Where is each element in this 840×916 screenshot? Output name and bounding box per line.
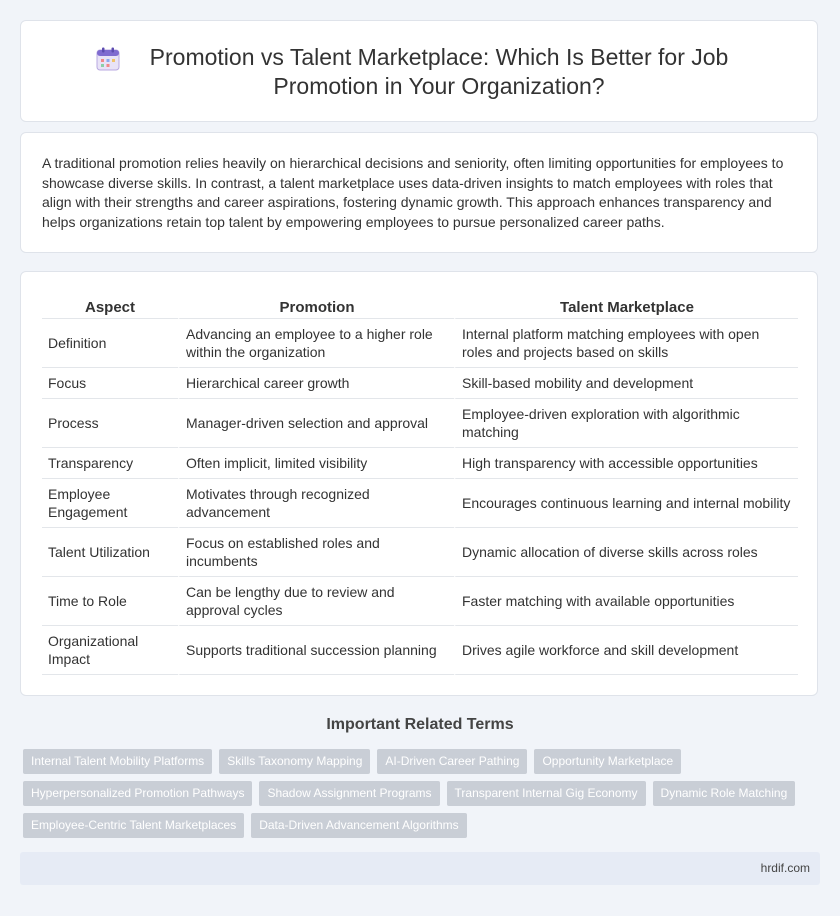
related-term-tag[interactable]: Transparent Internal Gig Economy xyxy=(447,781,646,806)
intro-card xyxy=(20,132,818,253)
table-cell: Employee-driven exploration with algorithmic matching xyxy=(454,399,798,448)
table-row xyxy=(42,479,798,528)
table-cell: Hierarchical career growth xyxy=(178,368,454,399)
table-cell: High transparency with accessible opportunities xyxy=(454,448,798,479)
table-cell: Focus xyxy=(42,368,178,399)
table-row xyxy=(42,319,798,368)
footer-site-link[interactable]: hrdif.com xyxy=(760,861,810,875)
related-term-tag[interactable]: Internal Talent Mobility Platforms xyxy=(23,749,212,774)
related-term-tag[interactable]: Data-Driven Advancement Algorithms xyxy=(251,813,466,838)
page-title: Promotion vs Talent Marketplace: Which Is Better for Job Promotion in Your Organization? xyxy=(149,44,729,99)
comparison-table xyxy=(42,297,798,675)
table-row xyxy=(42,399,798,448)
table-row xyxy=(42,577,798,626)
table-header-row xyxy=(42,297,798,319)
related-terms-list xyxy=(23,749,803,845)
related-term-tag[interactable]: AI-Driven Career Pathing xyxy=(377,749,527,774)
table-cell: Supports traditional succession planning xyxy=(178,626,454,675)
table-cell: Organizational Impact xyxy=(42,626,178,675)
table-cell: Faster matching with available opportunities xyxy=(454,577,798,626)
related-term-tag[interactable]: Dynamic Role Matching xyxy=(653,781,796,806)
table-cell: Encourages continuous learning and internal mobility xyxy=(454,479,798,528)
table-cell: Focus on established roles and incumbents xyxy=(178,528,454,577)
related-terms-heading: Important Related Terms xyxy=(326,716,514,733)
table-cell: Internal platform matching employees with open roles and projects based on skills xyxy=(454,319,798,368)
related-term-tag[interactable]: Hyperpersonalized Promotion Pathways xyxy=(23,781,252,806)
title-card xyxy=(20,20,818,122)
comparison-card xyxy=(20,271,818,696)
table-cell: Manager-driven selection and approval xyxy=(178,399,454,448)
column-header-aspect: Aspect xyxy=(42,297,178,319)
table-cell: Definition xyxy=(42,319,178,368)
table-cell: Can be lengthy due to review and approval cycles xyxy=(178,577,454,626)
table-row xyxy=(42,448,798,479)
table-cell: Motivates through recognized advancement xyxy=(178,479,454,528)
table-cell: Often implicit, limited visibility xyxy=(178,448,454,479)
table-cell: Time to Role xyxy=(42,577,178,626)
table-cell: Transparency xyxy=(42,448,178,479)
table-cell: Process xyxy=(42,399,178,448)
table-cell: Advancing an employee to a higher role within the organization xyxy=(178,319,454,368)
table-row xyxy=(42,528,798,577)
column-header-talent-marketplace: Talent Marketplace xyxy=(454,297,798,319)
intro-paragraph: A traditional promotion relies heavily on hierarchical decisions and seniority, often limiting opportunities for employees to showcase diverse skills. In contrast, a talent marketplace uses data-driven insights to match employees with roles that align with their strengths and career aspirations, fostering dynamic growth. This approach enhances transparency and helps organizations retain top talent by empowering employees to pursue personalized career paths. xyxy=(42,155,784,230)
related-term-tag[interactable]: Shadow Assignment Programs xyxy=(259,781,439,806)
table-row xyxy=(42,626,798,675)
table-cell: Dynamic allocation of diverse skills across roles xyxy=(454,528,798,577)
related-term-tag[interactable]: Skills Taxonomy Mapping xyxy=(219,749,370,774)
table-cell: Drives agile workforce and skill development xyxy=(454,626,798,675)
table-cell: Skill-based mobility and development xyxy=(454,368,798,399)
footer xyxy=(20,852,820,885)
table-cell: Employee Engagement xyxy=(42,479,178,528)
column-header-promotion: Promotion xyxy=(178,297,454,319)
table-row xyxy=(42,368,798,399)
related-term-tag[interactable]: Employee-Centric Talent Marketplaces xyxy=(23,813,244,838)
related-term-tag[interactable]: Opportunity Marketplace xyxy=(534,749,681,774)
table-cell: Talent Utilization xyxy=(42,528,178,577)
